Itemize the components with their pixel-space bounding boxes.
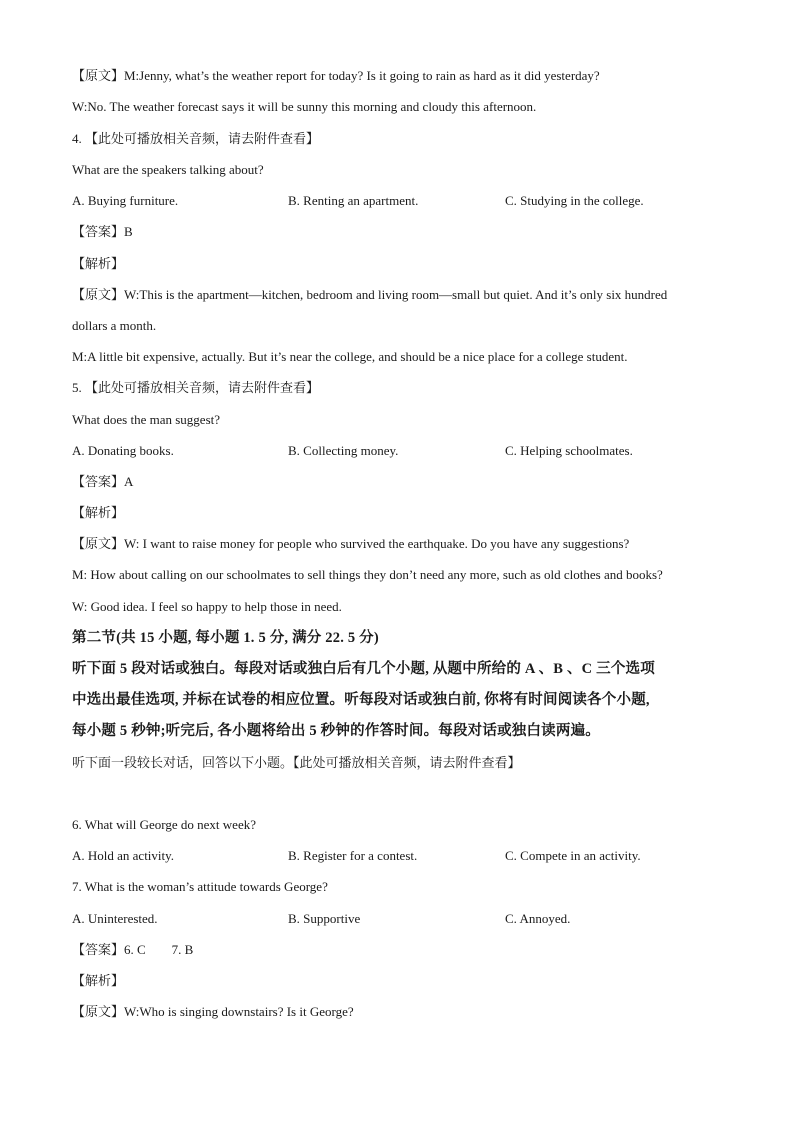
q5-analysis-label: 【解析】: [72, 505, 125, 520]
q7-option-a: A. Uninterested.: [72, 911, 158, 926]
question-5-header: 5. 【此处可播放相关音频，请去附件查看】: [72, 380, 320, 395]
q6-option-a: A. Hold an activity.: [72, 848, 175, 863]
q5-transcript-2: M: How about calling on our schoolmates to sell things they don’t need any more, such as old clothes and books?: [72, 567, 663, 582]
question-4-header: 4. 【此处可播放相关音频，请去附件查看】: [72, 131, 320, 146]
dialogue-intro: 听下面一段较长对话，回答以下小题。【此处可播放相关音频，请去附件查看】: [72, 755, 521, 770]
q6-q7-analysis-label: 【解析】: [72, 973, 125, 988]
section-2-instructions-2: 中选出最佳选项, 并标在试卷的相应位置。听每段对话或独白前, 你将有时间阅读各个小题,: [72, 692, 650, 708]
q4-answer: 【答案】B: [72, 224, 133, 239]
section-2-instructions-3: 每小题 5 秒钟;听完后, 各小题将给出 5 秒钟的作答时间。每段对话或独白读两遍。: [72, 723, 600, 739]
q5-answer: 【答案】A: [72, 474, 134, 489]
q6-option-b: B. Register for a contest.: [288, 848, 418, 863]
section-2-instructions-1: 听下面 5 段对话或独白。每段对话或独白后有几个小题, 从题中所给的 A 、B 、C 三个选项: [72, 661, 655, 677]
question-6-text: 6. What will George do next week?: [72, 817, 256, 832]
q4-option-c: C. Studying in the college.: [505, 193, 644, 208]
q5-option-c: C. Helping schoolmates.: [505, 443, 633, 458]
q4-option-a: A. Buying furniture.: [72, 193, 179, 208]
q4-option-b: B. Renting an apartment.: [288, 193, 419, 208]
q4-transcript-2: dollars a month.: [72, 318, 157, 333]
q6-q7-answer: [72, 941, 193, 959]
section-2-heading: 第二节(共 15 小题, 每小题 1. 5 分, 满分 22. 5 分): [72, 630, 379, 646]
question-7-text: 7. What is the woman’s attitude towards George?: [72, 879, 328, 894]
q5-transcript-1: 【原文】W: I want to raise money for people who survived the earthquake. Do you have any suggestions?: [72, 536, 630, 551]
q5-option-b: B. Collecting money.: [288, 443, 399, 458]
q6-option-c: C. Compete in an activity.: [505, 848, 641, 863]
q7-option-b: B. Supportive: [288, 911, 361, 926]
q5-option-a: A. Donating books.: [72, 443, 174, 458]
q7-option-c: C. Annoyed.: [505, 911, 571, 926]
q6-q7-transcript-1: 【原文】W:Who is singing downstairs? Is it George?: [72, 1004, 354, 1019]
question-5-text: What does the man suggest?: [72, 412, 221, 427]
q5-transcript-3: W: Good idea. I feel so happy to help those in need.: [72, 599, 342, 614]
q6-answer: 【答案】6. C: [72, 942, 146, 957]
transcript-q3-reply: W:No. The weather forecast says it will be sunny this morning and cloudy this afternoon.: [72, 99, 537, 114]
q7-answer: 7. B: [171, 942, 194, 957]
q4-analysis-label: 【解析】: [72, 256, 125, 271]
question-4-text: What are the speakers talking about?: [72, 162, 264, 177]
q4-transcript-3: M:A little bit expensive, actually. But it’s near the college, and should be a nice place for a college student.: [72, 349, 628, 364]
q4-transcript-1: 【原文】W:This is the apartment—kitchen, bedroom and living room—small but quiet. And it’s only six hundred: [72, 287, 668, 302]
transcript-q3: 【原文】M:Jenny, what’s the weather report for today? Is it going to rain as hard as it did yesterday?: [72, 68, 600, 83]
